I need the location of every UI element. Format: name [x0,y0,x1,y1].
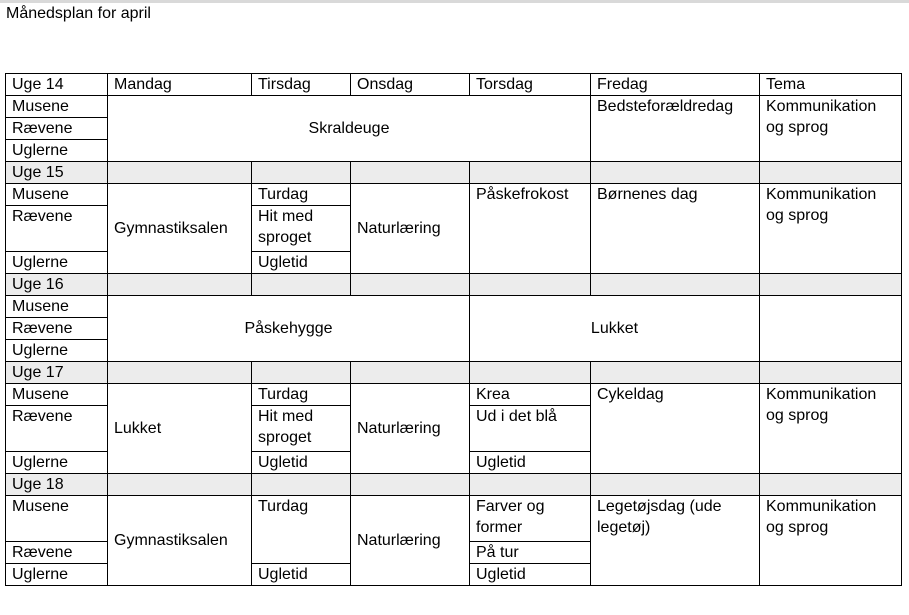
w18-thursday-raevene-cell: På tur [470,542,591,564]
table-row [6,384,902,406]
table-row [6,296,902,318]
w17-thursday-uglerne-cell: Ugletid [470,452,591,474]
header-wednesday: Onsdag [351,74,470,96]
w17-tuesday-raevene-cell: Hit med sproget [252,406,351,452]
w18-tuesday-musene-cell: Turdag [252,496,351,564]
week-row-15 [6,162,902,184]
w15-theme-cell: Kommunikation og sprog [760,184,902,274]
group-label-raevene: Rævene [6,318,108,340]
w14-friday-cell: Bedsteforældredag [591,96,760,162]
w15-friday-cell: Børnenes dag [591,184,760,274]
group-label-uglerne: Uglerne [6,340,108,362]
w17-thursday-musene-cell: Krea [470,384,591,406]
w16-thursday-friday-cell: Lukket [470,296,760,362]
header-theme: Tema [760,74,902,96]
header-monday: Mandag [108,74,252,96]
w18-friday-cell: Legetøjsdag (ude legetøj) [591,496,760,586]
w17-theme-cell: Kommunikation og sprog [760,384,902,474]
w15-monday-cell: Gymnastiksalen [108,184,252,274]
header-row [6,74,902,96]
week-label-18: Uge 18 [6,474,108,496]
w17-thursday-raevene-cell: Ud i det blå [470,406,591,452]
group-label-musene: Musene [6,184,108,206]
header-thursday: Torsdag [470,74,591,96]
group-label-uglerne: Uglerne [6,252,108,274]
group-label-raevene: Rævene [6,118,108,140]
w15-tuesday-musene-cell: Turdag [252,184,351,206]
week-row-16 [6,274,902,296]
week-label-15: Uge 15 [6,162,108,184]
document-title: Månedsplan for april [6,5,151,22]
week-row-17 [6,362,902,384]
w18-tuesday-uglerne-cell: Ugletid [252,564,351,586]
group-label-musene: Musene [6,496,108,542]
w17-monday-cell: Lukket [108,384,252,474]
week-label-17: Uge 17 [6,362,108,384]
group-label-musene: Musene [6,96,108,118]
table-row [6,184,902,206]
w16-theme-cell [760,296,902,362]
group-label-raevene: Rævene [6,206,108,252]
w15-thursday-cell: Påskefrokost [470,184,591,274]
w17-friday-cell: Cykeldag [591,384,760,474]
w15-tuesday-uglerne-cell: Ugletid [252,252,351,274]
w14-monday-thursday-cell: Skraldeuge [108,96,591,162]
w17-tuesday-musene-cell: Turdag [252,384,351,406]
w18-thursday-uglerne-cell: Ugletid [470,564,591,586]
group-label-musene: Musene [6,384,108,406]
group-label-uglerne: Uglerne [6,564,108,586]
header-tuesday: Tirsdag [252,74,351,96]
w18-monday-cell: Gymnastiksalen [108,496,252,586]
week-label-16: Uge 16 [6,274,108,296]
w16-monday-wednesday-cell: Påskehygge [108,296,470,362]
group-label-raevene: Rævene [6,542,108,564]
w14-theme-cell: Kommunikation og sprog [760,96,902,162]
w18-theme-cell: Kommunikation og sprog [760,496,902,586]
w15-tuesday-raevene-cell: Hit med sproget [252,206,351,252]
week-label-14: Uge 14 [6,74,108,96]
week-row-18 [6,474,902,496]
header-friday: Fredag [591,74,760,96]
top-border-line [0,0,909,3]
table-row [6,96,902,118]
w17-wednesday-cell: Naturlæring [351,384,470,474]
group-label-uglerne: Uglerne [6,452,108,474]
w15-wednesday-cell: Naturlæring [351,184,470,274]
group-label-uglerne: Uglerne [6,140,108,162]
group-label-raevene: Rævene [6,406,108,452]
month-plan-table [5,73,902,586]
table-row [6,496,902,542]
w18-wednesday-cell: Naturlæring [351,496,470,586]
group-label-musene: Musene [6,296,108,318]
w17-tuesday-uglerne-cell: Ugletid [252,452,351,474]
w18-thursday-musene-cell: Farver og former [470,496,591,542]
